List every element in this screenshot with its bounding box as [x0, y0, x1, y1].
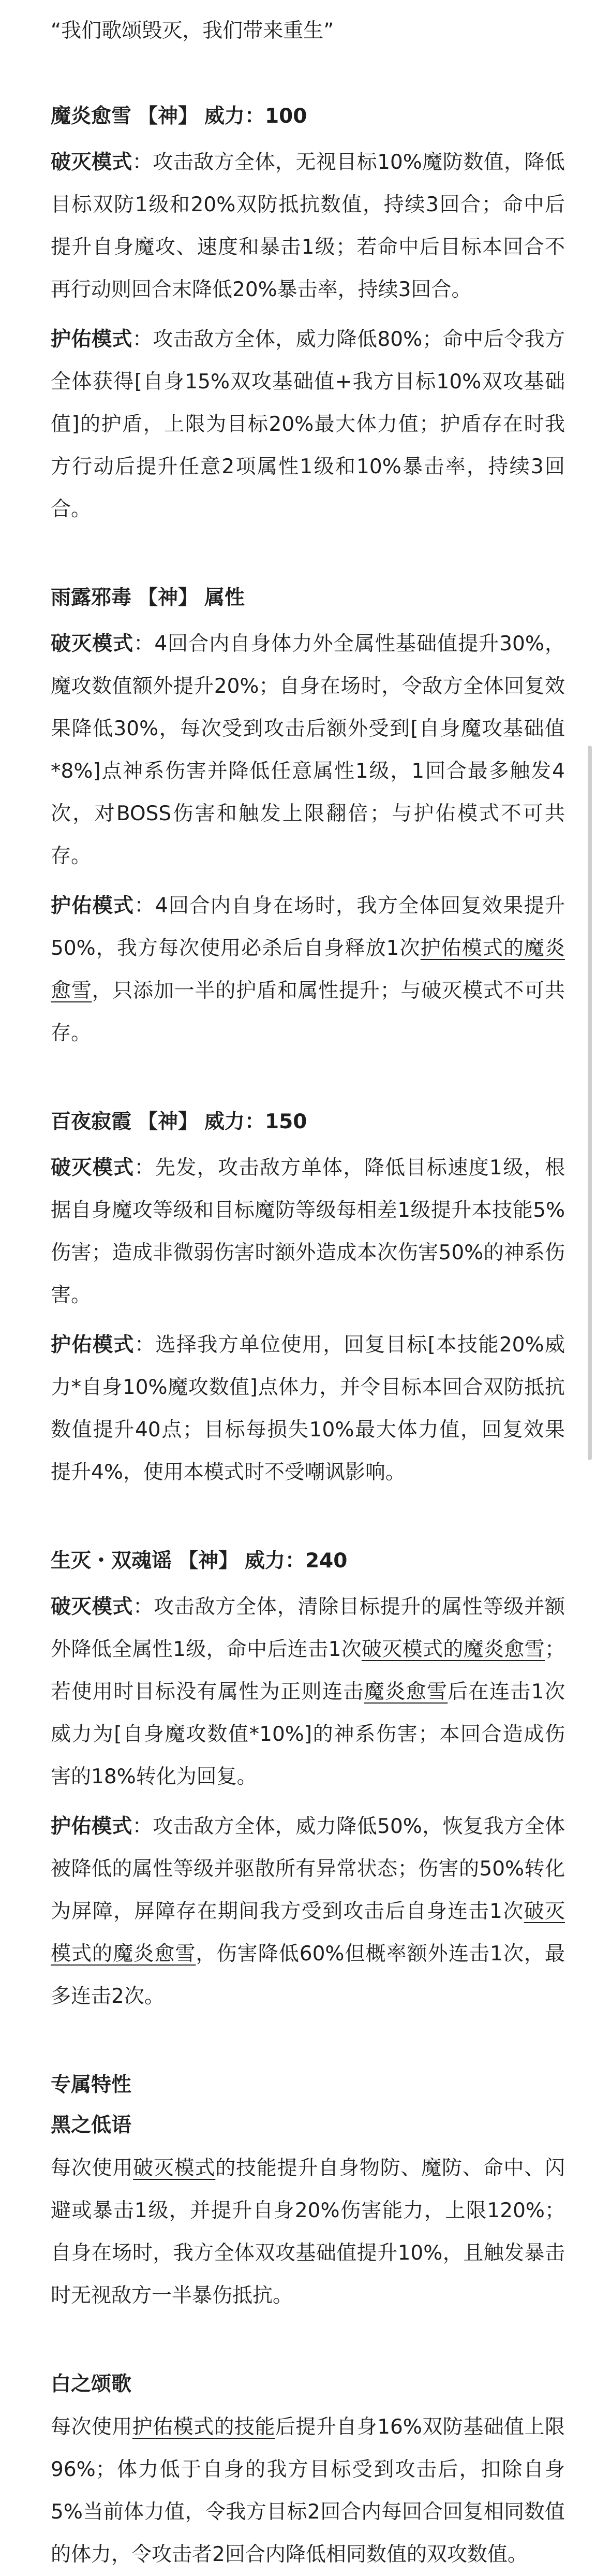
skills-list	[51, 101, 565, 2018]
mode-label: 破灭模式	[51, 632, 134, 656]
skill-power: 威力：240	[245, 1549, 348, 1573]
mode-description	[51, 1586, 565, 1798]
mode-description	[51, 318, 565, 531]
skill-power: 属性	[204, 586, 245, 609]
text-segment: ；若使用时目标没有属性为正则连击	[51, 1638, 565, 1704]
mode-description	[51, 623, 565, 878]
skill-name: 生灭・双魂谣	[51, 1549, 172, 1573]
traits-heading: 专属特性	[51, 2073, 132, 2097]
skill-power: 威力：150	[204, 1110, 307, 1133]
traits-section	[51, 2070, 565, 2576]
skill-section	[51, 1107, 565, 1494]
mode-label: 护佑模式	[51, 894, 135, 918]
text-segment: ：4回合内自身体力外全属性基础值提升30%，魔攻数值额外提升20%；自身在场时，令敌方全体回复效果降低30%，每次受到攻击后额外受到[自身魔攻基础值*8%]点神系伤害并降低任意属性1级，1回合最多触发4次，对BOSS伤害和触发上限翻倍；与护佑模式不可共存。	[51, 632, 565, 868]
text-segment: ：攻击敌方全体，清除目标提升的属性等级并额外降低全属性1级，命中后连击1次	[51, 1595, 565, 1661]
skill-tag: 【神】	[138, 586, 199, 609]
skill-title	[51, 101, 565, 132]
text-segment: ：4回合内自身在场时，我方全体回复效果提升50%，我方每次使用必杀后自身释放1次	[51, 894, 565, 960]
scrollbar[interactable]	[588, 746, 592, 1460]
mode-label: 护佑模式	[51, 1333, 135, 1357]
text-segment: 每次使用	[51, 2157, 133, 2180]
skill-title	[51, 583, 565, 614]
underlined-link[interactable]: 魔炎愈雪	[364, 1680, 448, 1704]
trait-item	[51, 2110, 565, 2317]
traits-list	[51, 2110, 565, 2576]
underlined-link[interactable]: 破灭模式	[133, 2157, 216, 2180]
trait-name: 黑之低语	[51, 2114, 132, 2137]
text-segment: 后提升自身16%双防基础值上限96%；体力低于自身的我方目标受到攻击后，扣除自身5%当前体力值，令我方目标2回合内每回合回复相同数值的体力，令攻击者2回合内降低相同数值的双攻数值。	[51, 2415, 565, 2566]
underlined-link[interactable]: 护佑模式的技能	[132, 2415, 275, 2439]
text-segment: ：攻击敌方全体，威力降低50%，恢复我方全体被降低的属性等级并驱散所有异常状态；伤害的50%转化为屏障，屏障存在期间我方受到攻击后自身连击1次	[51, 1815, 565, 1923]
mode-label: 破灭模式	[51, 1595, 133, 1619]
text-segment: ，只添加一半的护盾和属性提升；与破灭模式不可共存。	[51, 979, 565, 1045]
skill-name: 雨露邪毒	[51, 586, 132, 609]
skill-tag: 【神】	[178, 1549, 239, 1573]
skill-power: 威力：100	[204, 105, 307, 128]
mode-description	[51, 1806, 565, 2018]
trait-description	[51, 2406, 565, 2576]
text-segment: ：先发，攻击敌方单体，降低目标速度1级，根据自身魔攻等级和目标魔防等级每相差1级提升本技能5%伤害；造成非微弱伤害时额外造成本次伤害50%的神系伤害。	[51, 1156, 565, 1307]
mode-label: 破灭模式	[51, 151, 132, 174]
text-segment: 后在连击1次威力为[自身魔攻数值*10%]的神系伤害；本回合造成伤害的18%转化为回复。	[51, 1680, 565, 1788]
mode-label: 破灭模式	[51, 1156, 135, 1180]
skill-section	[51, 1546, 565, 2018]
mode-description	[51, 141, 565, 311]
mode-description	[51, 1147, 565, 1317]
text-segment: ：攻击敌方全体，无视目标10%魔防数值，降低目标双防1级和20%双防抵抗数值，持续3回合；命中后提升自身魔攻、速度和暴击1级；若命中后目标本回合不再行动则回合末降低20%暴击率，持续3回合。	[51, 151, 565, 301]
skill-title	[51, 1107, 565, 1138]
text-segment: 的技能提升自身物防、魔防、命中、闪避或暴击1级，并提升自身20%伤害能力，上限120%；自身在场时，我方全体双攻基础值提升10%，且触发暴击时无视敌方一半暴伤抵抗。	[51, 2157, 565, 2307]
text-segment: 每次使用	[51, 2415, 132, 2439]
trait-name: 白之颂歌	[51, 2373, 132, 2396]
skill-tag: 【神】	[138, 1110, 199, 1133]
underlined-link[interactable]: 破灭模式的魔炎愈雪	[361, 1638, 545, 1661]
text-segment: ，伤害降低60%但概率额外连击1次，最多连击2次。	[51, 1942, 565, 2008]
trait-item	[51, 2369, 565, 2576]
intro-quote: “我们歌颂毁灭，我们带来重生”	[51, 19, 334, 42]
skill-title	[51, 1546, 565, 1577]
mode-label: 护佑模式	[51, 328, 132, 351]
underlined-link[interactable]: 护佑模式的魔炎愈雪	[51, 937, 565, 1002]
underlined-link[interactable]: 破灭模式的魔炎愈雪	[51, 1900, 565, 1966]
skill-section	[51, 101, 565, 531]
skill-name: 百夜寂霞	[51, 1110, 132, 1133]
mode-description	[51, 1324, 565, 1494]
skill-section	[51, 583, 565, 1055]
text-segment: ：攻击敌方全体，威力降低80%；命中后令我方全体获得[自身15%双攻基础值+我方目标10%双攻基础值]的护盾，上限为目标20%最大体力值；护盾存在时我方行动后提升任意2项属性1级和10%暴击率，持续3回合。	[51, 328, 565, 521]
trait-description	[51, 2147, 565, 2317]
text-segment: ：选择我方单位使用，回复目标[本技能20%威力*自身10%魔攻数值]点体力，并令目标本回合双防抵抗数值提升40点；目标每损失10%最大体力值，回复效果提升4%，使用本模式时不受嘲讽影响。	[51, 1333, 565, 1484]
skill-tag: 【神】	[138, 105, 199, 128]
mode-label: 护佑模式	[51, 1815, 132, 1838]
mode-description	[51, 885, 565, 1055]
skill-name: 魔炎愈雪	[51, 105, 132, 128]
